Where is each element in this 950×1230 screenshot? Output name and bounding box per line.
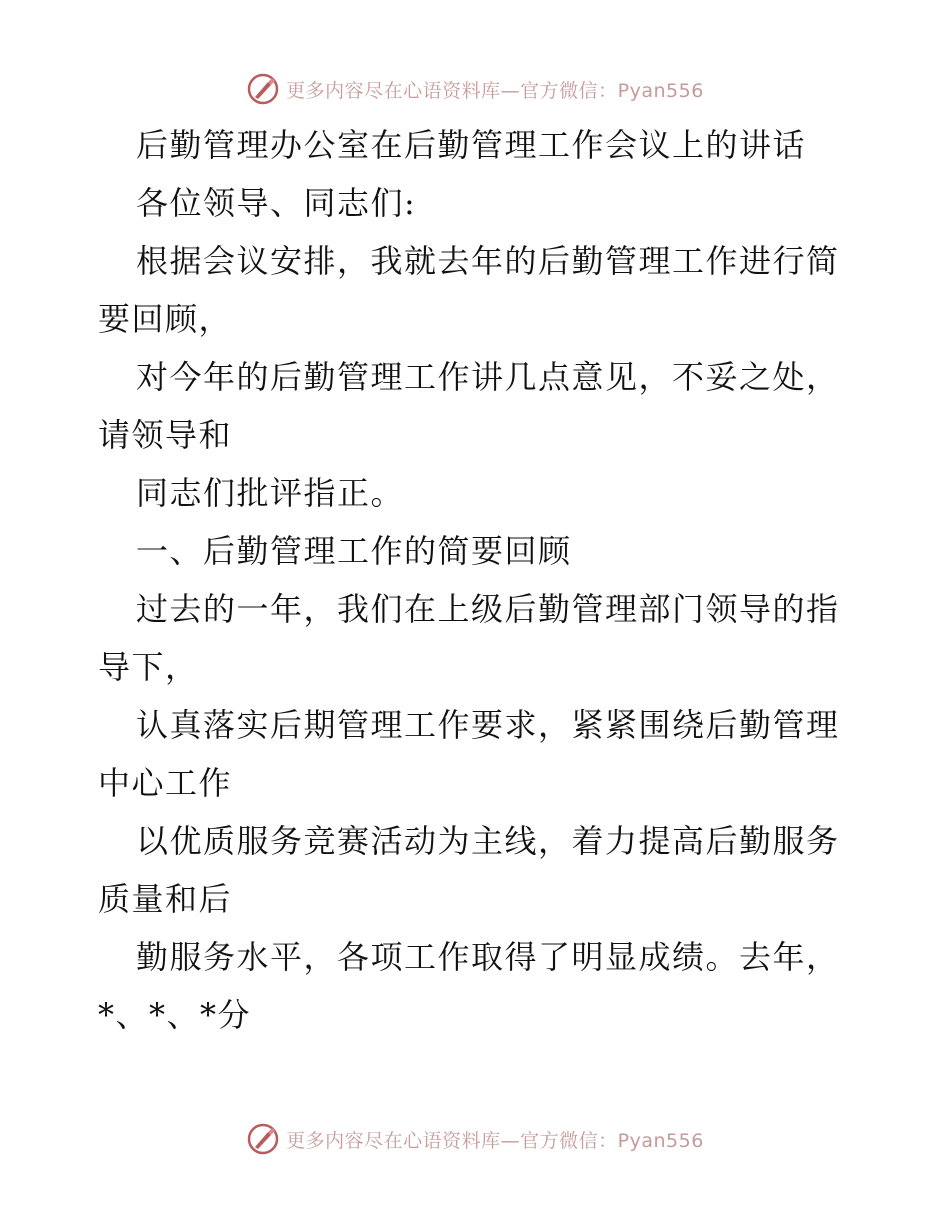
- pen-logo-icon: [246, 1122, 280, 1156]
- pen-logo-icon: [246, 72, 280, 106]
- watermark-banner-top: [0, 72, 950, 106]
- paragraph-line: 中心工作: [98, 764, 233, 802]
- watermark-text: 更多内容尽在心语资料库—官方微信：Pyan556: [286, 1129, 704, 1152]
- paragraph-line: 过去的一年，我们在上级后勤管理部门领导的指: [136, 590, 840, 628]
- watermark-banner-bottom: [0, 1122, 950, 1156]
- paragraph-line: 以优质服务竞赛活动为主线，着力提高后勤服务: [136, 822, 840, 860]
- salutation: 各位领导、同志们:: [136, 184, 417, 222]
- watermark-text: 更多内容尽在心语资料库—官方微信：Pyan556: [286, 79, 704, 102]
- paragraph-line: *、*、*分: [98, 996, 252, 1034]
- paragraph-line: 勤服务水平，各项工作取得了明显成绩。去年，: [136, 938, 840, 976]
- paragraph-line: 请领导和: [98, 416, 233, 454]
- document-body: [98, 116, 858, 1044]
- paragraph-line: 同志们批评指正。: [136, 474, 405, 512]
- paragraph-line: 导下，: [98, 648, 199, 686]
- section-heading: 一、后勤管理工作的简要回顾: [136, 532, 572, 570]
- paragraph-line: 对今年的后勤管理工作讲几点意见，不妥之处，: [136, 358, 840, 396]
- paragraph-line: 质量和后: [98, 880, 233, 918]
- paragraph-line: 认真落实后期管理工作要求，紧紧围绕后勤管理: [136, 706, 840, 744]
- paragraph-line: 根据会议安排，我就去年的后勤管理工作进行简: [136, 242, 840, 280]
- document-title: 后勤管理办公室在后勤管理工作会议上的讲话: [136, 126, 807, 164]
- paragraph-line: 要回顾，: [98, 300, 233, 338]
